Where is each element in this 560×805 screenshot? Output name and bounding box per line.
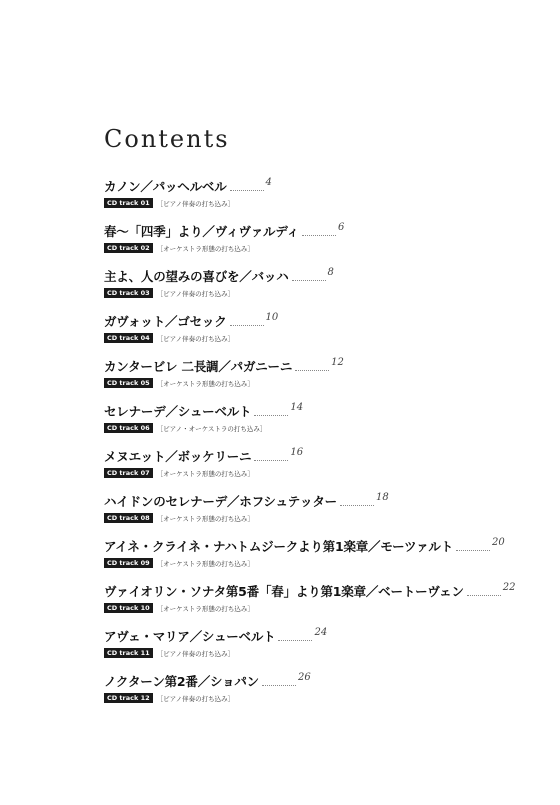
page-number: 6 — [337, 222, 345, 233]
page-number: 12 — [331, 357, 344, 368]
entry-title: ヴァイオリン・ソナタ第5番「春」より第1楽章／ベートーヴェン — [104, 584, 464, 599]
toc-entry[interactable] — [104, 356, 544, 401]
cd-track-badge: CD track 02 — [104, 243, 153, 253]
page-number: 10 — [265, 312, 279, 323]
leader-dots — [254, 415, 288, 416]
leader-dots — [456, 550, 490, 551]
cd-track-badge: CD track 05 — [104, 378, 153, 388]
leader-dots — [278, 640, 312, 641]
toc-entry[interactable] — [104, 266, 544, 311]
entry-title: ガヴォット／ゴセック — [104, 314, 227, 329]
track-note: ［ピアノ・オーケストラの打ち込み］ — [156, 424, 267, 433]
toc-entry[interactable] — [104, 626, 544, 671]
track-note: ［オーケストラ形態の打ち込み］ — [156, 379, 254, 388]
track-note: ［ピアノ伴奏の打ち込み］ — [156, 289, 235, 298]
cd-track-badge: CD track 08 — [104, 513, 153, 523]
track-note: ［オーケストラ形態の打ち込み］ — [156, 604, 254, 613]
page-number: 14 — [290, 402, 304, 413]
toc-entry[interactable] — [104, 311, 544, 356]
leader-dots — [262, 685, 296, 686]
leader-dots — [292, 280, 326, 281]
cd-track-badge: CD track 04 — [104, 333, 153, 343]
page-number: 24 — [314, 627, 328, 638]
page-number: 20 — [492, 537, 505, 548]
track-note: ［オーケストラ形態の打ち込み］ — [156, 469, 254, 478]
toc-entry[interactable] — [104, 401, 544, 446]
leader-dots — [254, 460, 288, 461]
cd-track-badge: CD track 07 — [104, 468, 153, 478]
entry-title: ノクターン第2番／ショパン — [104, 674, 259, 689]
page-number: 18 — [375, 492, 389, 503]
leader-dots — [340, 505, 374, 506]
entry-title: アイネ・クライネ・ナハトムジークより第1楽章／モーツァルト — [104, 539, 454, 554]
track-note: ［ピアノ伴奏の打ち込み］ — [156, 649, 235, 658]
cd-track-badge: CD track 10 — [104, 603, 153, 613]
track-note: ［オーケストラ形態の打ち込み］ — [156, 514, 254, 523]
toc-entry[interactable] — [104, 671, 544, 716]
cd-track-badge: CD track 01 — [104, 198, 153, 208]
toc-entry[interactable] — [104, 446, 544, 491]
track-note: ［オーケストラ形態の打ち込み］ — [156, 559, 254, 568]
page-number: 16 — [290, 447, 304, 458]
entry-title: アヴェ・マリア／シューベルト — [104, 629, 276, 644]
table-of-contents — [104, 176, 544, 716]
entry-title: 春～「四季」より／ヴィヴァルディ — [104, 224, 299, 239]
leader-dots — [295, 370, 329, 371]
track-note: ［ピアノ伴奏の打ち込み］ — [156, 694, 235, 703]
track-note: ［オーケストラ形態の打ち込み］ — [156, 244, 254, 253]
cd-track-badge: CD track 11 — [104, 648, 153, 658]
leader-dots — [467, 595, 501, 596]
entry-title: 主よ、人の望みの喜びを／バッハ — [104, 269, 289, 284]
entry-title: ハイドンのセレナーデ／ホフシュテッター — [104, 494, 337, 509]
cd-track-badge: CD track 12 — [104, 693, 153, 703]
page-number: 4 — [265, 177, 272, 188]
leader-dots — [230, 325, 264, 326]
page-number: 22 — [502, 582, 516, 593]
track-note: ［ピアノ伴奏の打ち込み］ — [156, 199, 235, 208]
entry-title: カンタービレ 二長調／パガニーニ — [104, 359, 293, 374]
toc-entry[interactable] — [104, 491, 544, 536]
cd-track-badge: CD track 06 — [104, 423, 153, 433]
entry-title: カノン／パッヘルベル — [104, 179, 227, 194]
toc-entry[interactable] — [104, 176, 544, 221]
leader-dots — [302, 235, 336, 236]
page-number: 8 — [327, 267, 334, 278]
entry-title: メヌエット／ボッケリーニ — [104, 449, 252, 464]
cd-track-badge: CD track 09 — [104, 558, 153, 568]
contents-heading: Contents — [104, 125, 230, 153]
toc-entry[interactable] — [104, 581, 544, 626]
leader-dots — [230, 190, 264, 191]
toc-entry[interactable] — [104, 221, 544, 266]
cd-track-badge: CD track 03 — [104, 288, 153, 298]
page-number: 26 — [297, 672, 311, 683]
toc-entry[interactable] — [104, 536, 544, 581]
track-note: ［ピアノ伴奏の打ち込み］ — [156, 334, 235, 343]
entry-title: セレナーデ／シューベルト — [104, 404, 252, 419]
